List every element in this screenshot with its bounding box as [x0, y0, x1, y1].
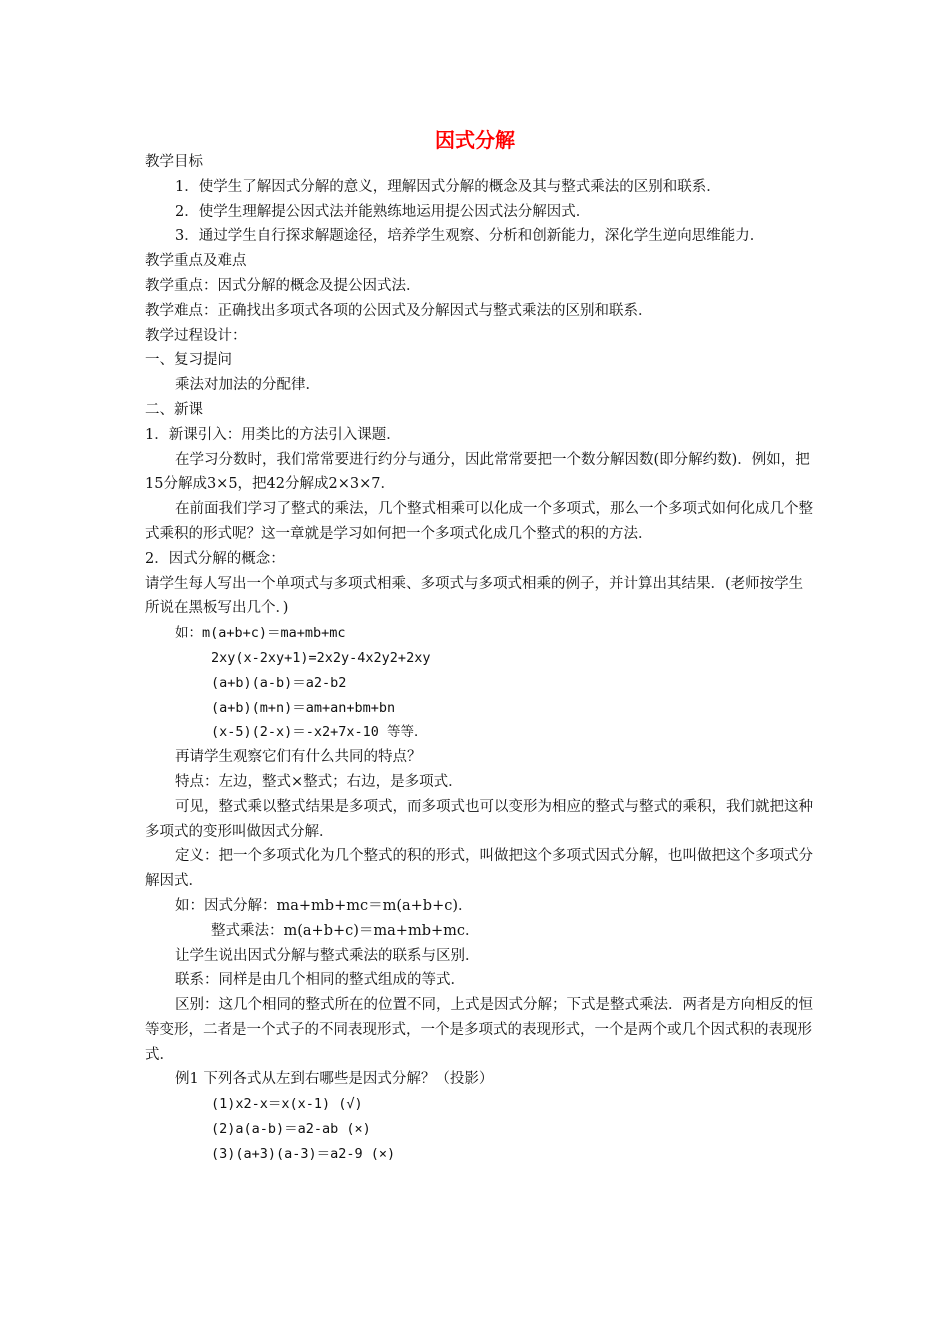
paragraph: 请学生每人写出一个单项式与多项式相乘、多项式与多项式相乘的例子，并计算出其结果．(老师按学生所说在黑板写出几个．)	[145, 575, 804, 617]
section-heading: 教学目标	[145, 154, 203, 170]
paragraph: 区别：这几个相同的整式所在的位置不同，上式是因式分解；下式是整式乘法．两者是方向相反的恒等变形，二者是一个式子的不同表现形式，一个是多项式的表现形式，一个是两个或几个因式积的表现形式．	[145, 997, 813, 1063]
paragraph: 如：因式分解：ma+mb+mc＝m(a+b+c)．	[175, 897, 473, 914]
formula-line: (a+b)(a-b)＝a2-b2	[211, 674, 347, 691]
paragraph: 教学重点：因式分解的概念及提公因式法．	[145, 277, 421, 294]
paragraph: 1．使学生了解因式分解的意义，理解因式分解的概念及其与整式乘法的区别和联系．	[175, 178, 721, 195]
section-heading: 一、复习提问	[145, 352, 232, 369]
formula-line: (1)x2-x＝x(x-1) (√)	[211, 1096, 363, 1113]
paragraph: 整式乘法：m(a+b+c)＝ma+mb+mc．	[211, 922, 480, 939]
paragraph: 教学难点：正确找出多项式各项的公因式及分解因式与整式乘法的区别和联系．	[145, 302, 653, 319]
paragraph: 在学习分数时，我们常常要进行约分与通分，因此常常要把一个数分解因数(即分解约数)．例如，把15分解成3×5，把42分解成2×3×7．	[145, 451, 810, 493]
paragraph: 在前面我们学习了整式的乘法，几个整式相乘可以化成一个多项式，那么一个多项式如何化成几个整式乘积的形式呢？这一章就是学习如何把一个多项式化成几个整式的积的方法．	[145, 501, 813, 542]
document-body	[145, 150, 815, 1167]
formula-line: (2)a(a-b)＝a2-ab (×)	[211, 1121, 371, 1138]
paragraph: 3．通过学生自行探求解题途径，培养学生观察、分析和创新能力，深化学生逆向思维能力．	[175, 228, 765, 245]
paragraph: 可见，整式乘以整式结果是多项式，而多项式也可以变形为相应的整式与整式的乘积，我们就把这种多项式的变形叫做因式分解．	[145, 798, 813, 840]
paragraph: 让学生说出因式分解与整式乘法的联系与区别．	[175, 947, 480, 964]
section-heading: 教学过程设计：	[145, 327, 247, 344]
paragraph: 特点：左边，整式×整式；右边，是多项式．	[175, 773, 463, 790]
paragraph: 2．使学生理解提公因式法并能熟练地运用提公因式法分解因式．	[175, 203, 591, 220]
example-heading: 例1 下列各式从左到右哪些是因式分解？（投影）	[175, 1071, 494, 1088]
paragraph: 乘法对加法的分配律．	[175, 377, 320, 394]
section-heading: 二、新课	[145, 401, 203, 418]
formula-line: (x-5)(2-x)＝-x2+7x-10 等等．	[211, 724, 428, 741]
formula-line: 2xy(x-2xy+1)=2x2y-4x2y2+2xy	[211, 649, 431, 666]
section-heading: 2．因式分解的概念：	[145, 550, 285, 567]
document-title: 因式分解	[435, 128, 515, 152]
paragraph: 定义：把一个多项式化为几个整式的积的形式，叫做把这个多项式因式分解，也叫做把这个多项式分解因式．	[145, 848, 813, 890]
formula-line: (a+b)(m+n)＝am+an+bm+bn	[211, 699, 396, 716]
paragraph: 1．新课引入：用类比的方法引入课题．	[145, 426, 401, 443]
formula-line: (3)(a+3)(a-3)＝a2-9 (×)	[211, 1145, 396, 1162]
section-heading: 教学重点及难点	[145, 253, 247, 270]
formula-line: 如：m(a+b+c)＝ma+mb+mc	[175, 625, 346, 642]
paragraph: 联系：同样是由几个相同的整式组成的等式．	[175, 972, 465, 989]
paragraph: 再请学生观察它们有什么共同的特点？	[175, 749, 422, 766]
